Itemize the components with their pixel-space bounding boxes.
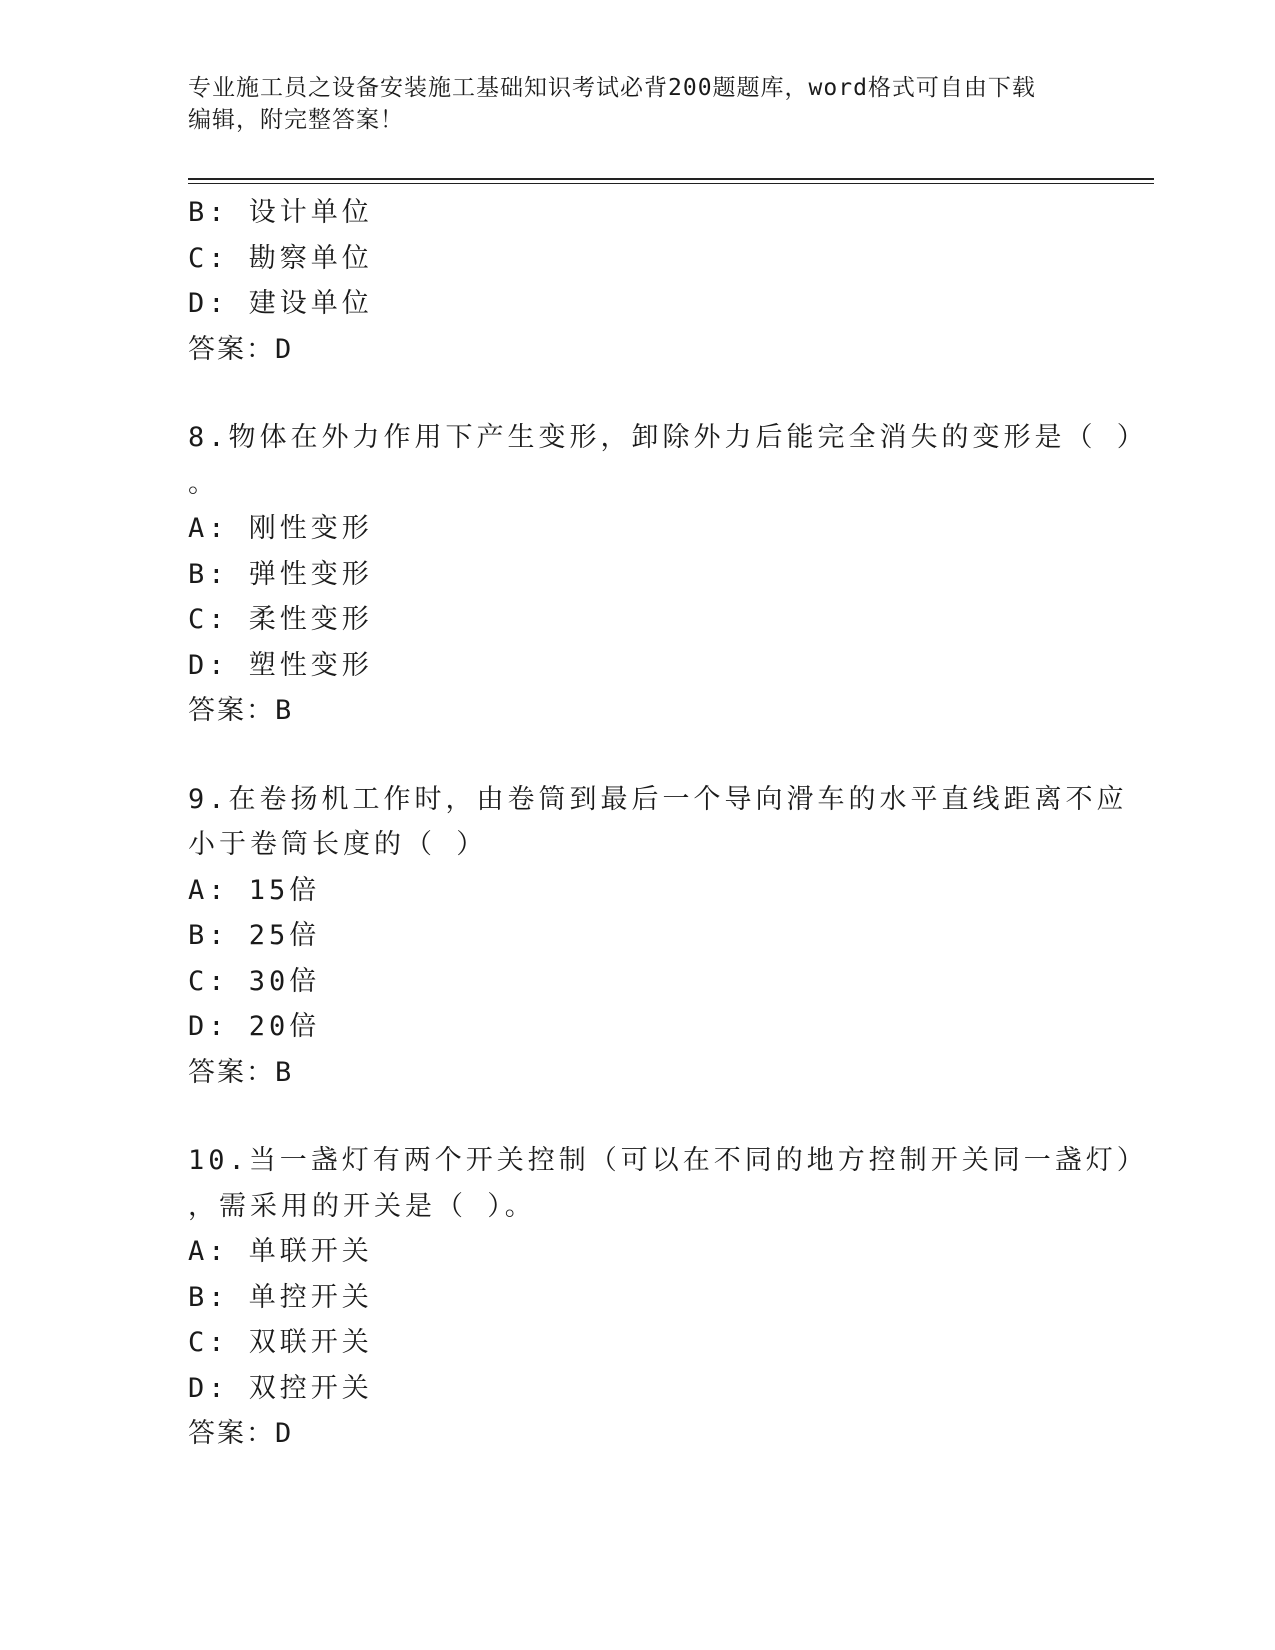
answer: 答案：D	[188, 1418, 294, 1449]
question-8	[188, 415, 1148, 734]
option-c: C: 双联开关	[188, 1327, 373, 1358]
question-list	[188, 190, 1148, 1457]
header-divider-thin	[188, 183, 1154, 184]
header-divider-thick	[188, 178, 1154, 180]
answer: 答案：D	[188, 333, 294, 365]
answer: 答案：B	[188, 1056, 294, 1088]
document-header	[188, 72, 1088, 136]
question-stem-line-2: 。	[188, 467, 219, 499]
question-10	[188, 1138, 1148, 1457]
question-7-continuation	[188, 190, 1088, 372]
option-a: A: 15倍	[188, 874, 321, 906]
option-c: C: 柔性变形	[188, 604, 373, 635]
option-d: D: 塑性变形	[188, 649, 373, 681]
question-stem-line-1: 10.当一盏灯有两个开关控制（可以在不同的地方控制开关同一盏灯）	[188, 1145, 1148, 1176]
header-title-line-1: 专业施工员之设备安装施工基础知识考试必背200题题库，word格式可自由下载	[188, 75, 1036, 101]
question-stem-line-1: 8.物体在外力作用下产生变形，卸除外力后能完全消失的变形是（ ）	[188, 422, 1148, 453]
option-b: B: 弹性变形	[188, 558, 373, 590]
option-b: B: 设计单位	[188, 197, 373, 228]
question-stem-line-2: 小于卷筒长度的（ ）	[188, 829, 488, 860]
option-c: C: 30倍	[188, 965, 321, 997]
option-d: D: 建设单位	[188, 288, 373, 319]
question-stem-line-1: 9.在卷扬机工作时，由卷筒到最后一个导向滑车的水平直线距离不应	[188, 783, 1128, 815]
option-d: D: 双控开关	[188, 1372, 373, 1404]
option-b: B: 25倍	[188, 920, 321, 951]
answer: 答案：B	[188, 695, 294, 726]
question-stem-line-2: ，需采用的开关是（ ）。	[188, 1190, 536, 1222]
option-a: A: 单联开关	[188, 1236, 373, 1267]
option-b: B: 单控开关	[188, 1281, 373, 1313]
question-9	[188, 777, 1128, 1096]
option-d: D: 20倍	[188, 1011, 321, 1042]
option-c: C: 勘察单位	[188, 242, 373, 274]
header-title-line-2: 编辑，附完整答案！	[188, 107, 404, 133]
option-a: A: 刚性变形	[188, 513, 373, 544]
